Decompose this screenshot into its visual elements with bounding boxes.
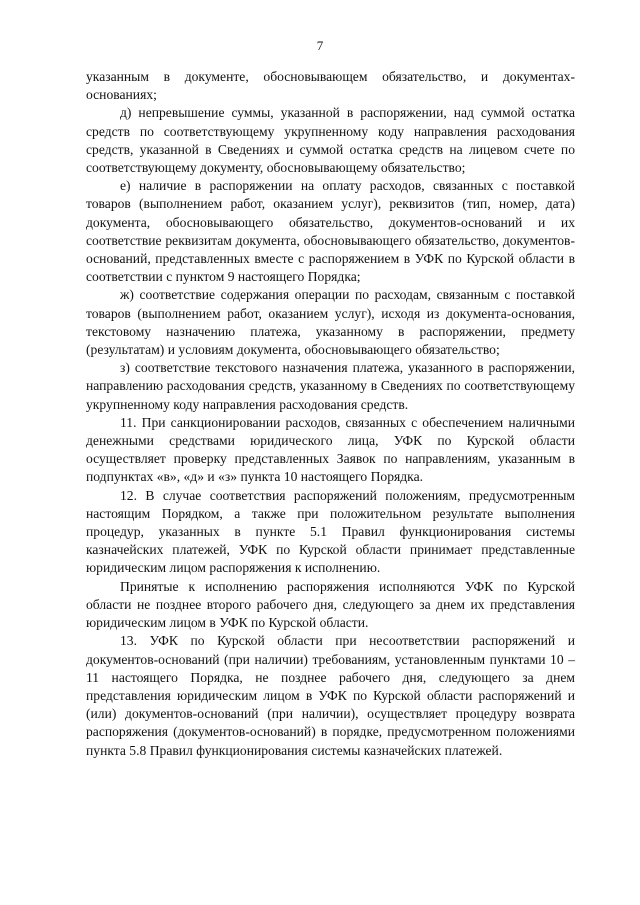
paragraph-item-z: з) соответствие текстового назначения платежа, указанного в распоряжении, направлению расходования средств, указанному в Сведениях по соответствующему укрупненному коду направления расходования средств.: [86, 360, 575, 412]
paragraph-clause-12: 12. В случае соответствия распоряжений положениям, предусмотренным настоящим Порядком, а также при положительном результате выполнения процедур, указанных в пункте 5.1 Правил функционирования системы казначейских платежей, УФК по Курской области принимает представленные юридическим лицом распоряжения к исполнению.: [86, 487, 575, 576]
paragraph-item-e: е) наличие в распоряжении на оплату расходов, связанных с поставкой товаров (выполнением работ, оказанием услуг), реквизитов (тип, номер, дата) документа, обосновывающего обязательство, документов-оснований и их соответствие реквизитам документа, обосновывающего обязательство, документов-оснований, представленных вместе с распоряжением в УФК по Курской области в соответствии с пунктом 9 настоящего Порядка;: [86, 178, 575, 285]
paragraph-clause-13: 13. УФК по Курской области при несоответствии распоряжений и документов-оснований (при наличии) требованиям, установленным пунктами 10 – 11 настоящего Порядка, не позднее рабочего дня, следующего за днем представления юридическим лицом в УФК по Курской области распоряжений и (или) документов-оснований (при наличии), осуществляет процедуру возврата распоряжения (документов-оснований) в порядке, предусмотренном положениями пункта 5.8 Правил функционирования системы казначейских платежей.: [86, 633, 575, 758]
document-body: [86, 68, 575, 760]
paragraph-item-d: д) непревышение суммы, указанной в распоряжении, над суммой остатка средств по соответствующему укрупненному коду направления расходования средств, указанной в Сведениях и суммой остатка средств на лицевом счете по соответствующему документу, обосновывающему обязательство;: [86, 105, 575, 176]
paragraph-continuation: указанным в документе, обосновывающем обязательство, и документах-основаниях;: [86, 69, 575, 103]
paragraph-item-zh: ж) соответствие содержания операции по расходам, связанным с поставкой товаров (выполнением работ, оказанием услуг), исходя из документа-основания, текстовому назначению платежа, указанному в распоряжении, предмету (результатам) и условиям документа, обосновывающего обязательство;: [86, 287, 575, 358]
paragraph-clause-11: 11. При санкционировании расходов, связанных с обеспечением наличными денежными средствами юридического лица, УФК по Курской области осуществляет проверку представленных Заявок по направлениям, указанным в подпунктах «в», «д» и «з» пункта 10 настоящего Порядка.: [86, 414, 575, 485]
paragraph-accepted-orders: Принятые к исполнению распоряжения исполняются УФК по Курской области не позднее второго рабочего дня, следующего за днем их представления юридическим лицом в УФК по Курской области.: [86, 578, 575, 631]
page-number: 7: [316, 38, 324, 53]
